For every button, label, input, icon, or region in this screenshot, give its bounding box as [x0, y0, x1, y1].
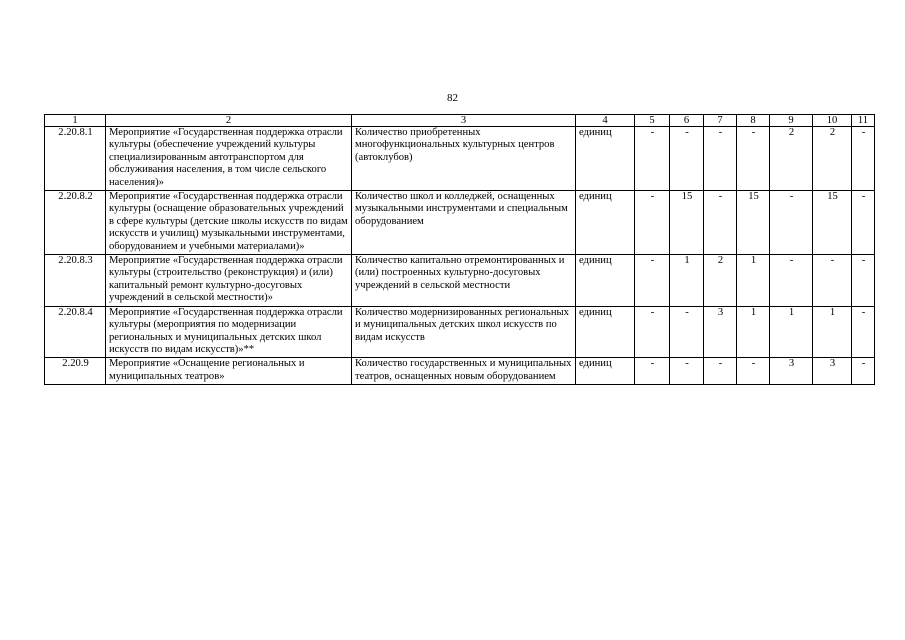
row-unit: единиц	[576, 191, 635, 255]
column-header: 8	[737, 115, 770, 127]
row-indicator: Количество модернизированных региональных и муниципальных детских школ искусств по видам искусств	[352, 306, 576, 358]
row-unit: единиц	[576, 127, 635, 191]
row-value: 3	[813, 358, 852, 385]
column-header: 5	[635, 115, 670, 127]
header-row	[45, 115, 875, 127]
row-event: Мероприятие «Оснащение региональных и муниципальных театров»	[106, 358, 352, 385]
row-value: -	[635, 358, 670, 385]
row-value: -	[813, 255, 852, 307]
column-header: 9	[770, 115, 813, 127]
column-header: 2	[106, 115, 352, 127]
row-value: 15	[737, 191, 770, 255]
row-value: -	[852, 358, 875, 385]
row-unit: единиц	[576, 358, 635, 385]
row-value: 1	[813, 306, 852, 358]
row-value: 3	[704, 306, 737, 358]
row-value: -	[704, 358, 737, 385]
table-row	[45, 358, 875, 385]
row-value: -	[635, 255, 670, 307]
row-indicator: Количество капитально отремонтированных и (или) построенных культурно-досуговых учреждений в сельской местности	[352, 255, 576, 307]
row-indicator: Количество государственных и муниципальных театров, оснащенных новым оборудованием	[352, 358, 576, 385]
row-unit: единиц	[576, 255, 635, 307]
column-header: 4	[576, 115, 635, 127]
row-value: -	[852, 127, 875, 191]
row-value: 1	[737, 306, 770, 358]
row-indicator: Количество школ и колледжей, оснащенных музыкальными инструментами и специальным оборудованием	[352, 191, 576, 255]
row-unit: единиц	[576, 306, 635, 358]
table-row	[45, 191, 875, 255]
row-value: 1	[670, 255, 704, 307]
row-event: Мероприятие «Государственная поддержка отрасли культуры (оснащение образовательных учреждений в сфере культуры (детские школы искусств по видам искусств и училищ) музыкальными инструментами, оборудованием и учебными материалами)»	[106, 191, 352, 255]
row-event: Мероприятие «Государственная поддержка отрасли культуры (строительство (реконструкция) и (или) капитальный ремонт культурно-досуговых учреждений в сельской местности)»	[106, 255, 352, 307]
column-header: 6	[670, 115, 704, 127]
row-event: Мероприятие «Государственная поддержка отрасли культуры (обеспечение учреждений культуры специализированным автотранспортом для обслуживания населения, в том числе сельского населения)»	[106, 127, 352, 191]
row-value: 2	[770, 127, 813, 191]
row-value: -	[635, 127, 670, 191]
column-header: 1	[45, 115, 106, 127]
row-code: 2.20.8.3	[45, 255, 106, 307]
column-header: 11	[852, 115, 875, 127]
page-number: 82	[447, 92, 458, 104]
row-value: 1	[770, 306, 813, 358]
row-value: -	[737, 127, 770, 191]
row-value: -	[737, 358, 770, 385]
row-value: -	[704, 191, 737, 255]
row-value: -	[704, 127, 737, 191]
row-value: -	[770, 191, 813, 255]
row-value: 2	[813, 127, 852, 191]
row-value: 3	[770, 358, 813, 385]
row-value: -	[670, 127, 704, 191]
indicators-table	[44, 114, 875, 385]
row-code: 2.20.8.4	[45, 306, 106, 358]
table-row	[45, 127, 875, 191]
row-value: -	[635, 306, 670, 358]
row-event: Мероприятие «Государственная поддержка отрасли культуры (мероприятия по модернизации региональных и муниципальных детских школ искусств по видам искусств)»**	[106, 306, 352, 358]
row-code: 2.20.9	[45, 358, 106, 385]
row-value: 15	[670, 191, 704, 255]
row-value: -	[852, 255, 875, 307]
row-value: -	[770, 255, 813, 307]
row-value: -	[670, 358, 704, 385]
row-value: -	[635, 191, 670, 255]
row-value: 1	[737, 255, 770, 307]
column-header: 7	[704, 115, 737, 127]
row-value: -	[670, 306, 704, 358]
column-header: 10	[813, 115, 852, 127]
row-code: 2.20.8.1	[45, 127, 106, 191]
row-value: 2	[704, 255, 737, 307]
table-row	[45, 255, 875, 307]
row-value: -	[852, 306, 875, 358]
row-indicator: Количество приобретенных многофункциональных культурных центров (автоклубов)	[352, 127, 576, 191]
row-value: 15	[813, 191, 852, 255]
row-code: 2.20.8.2	[45, 191, 106, 255]
row-value: -	[852, 191, 875, 255]
column-header: 3	[352, 115, 576, 127]
table-row	[45, 306, 875, 358]
